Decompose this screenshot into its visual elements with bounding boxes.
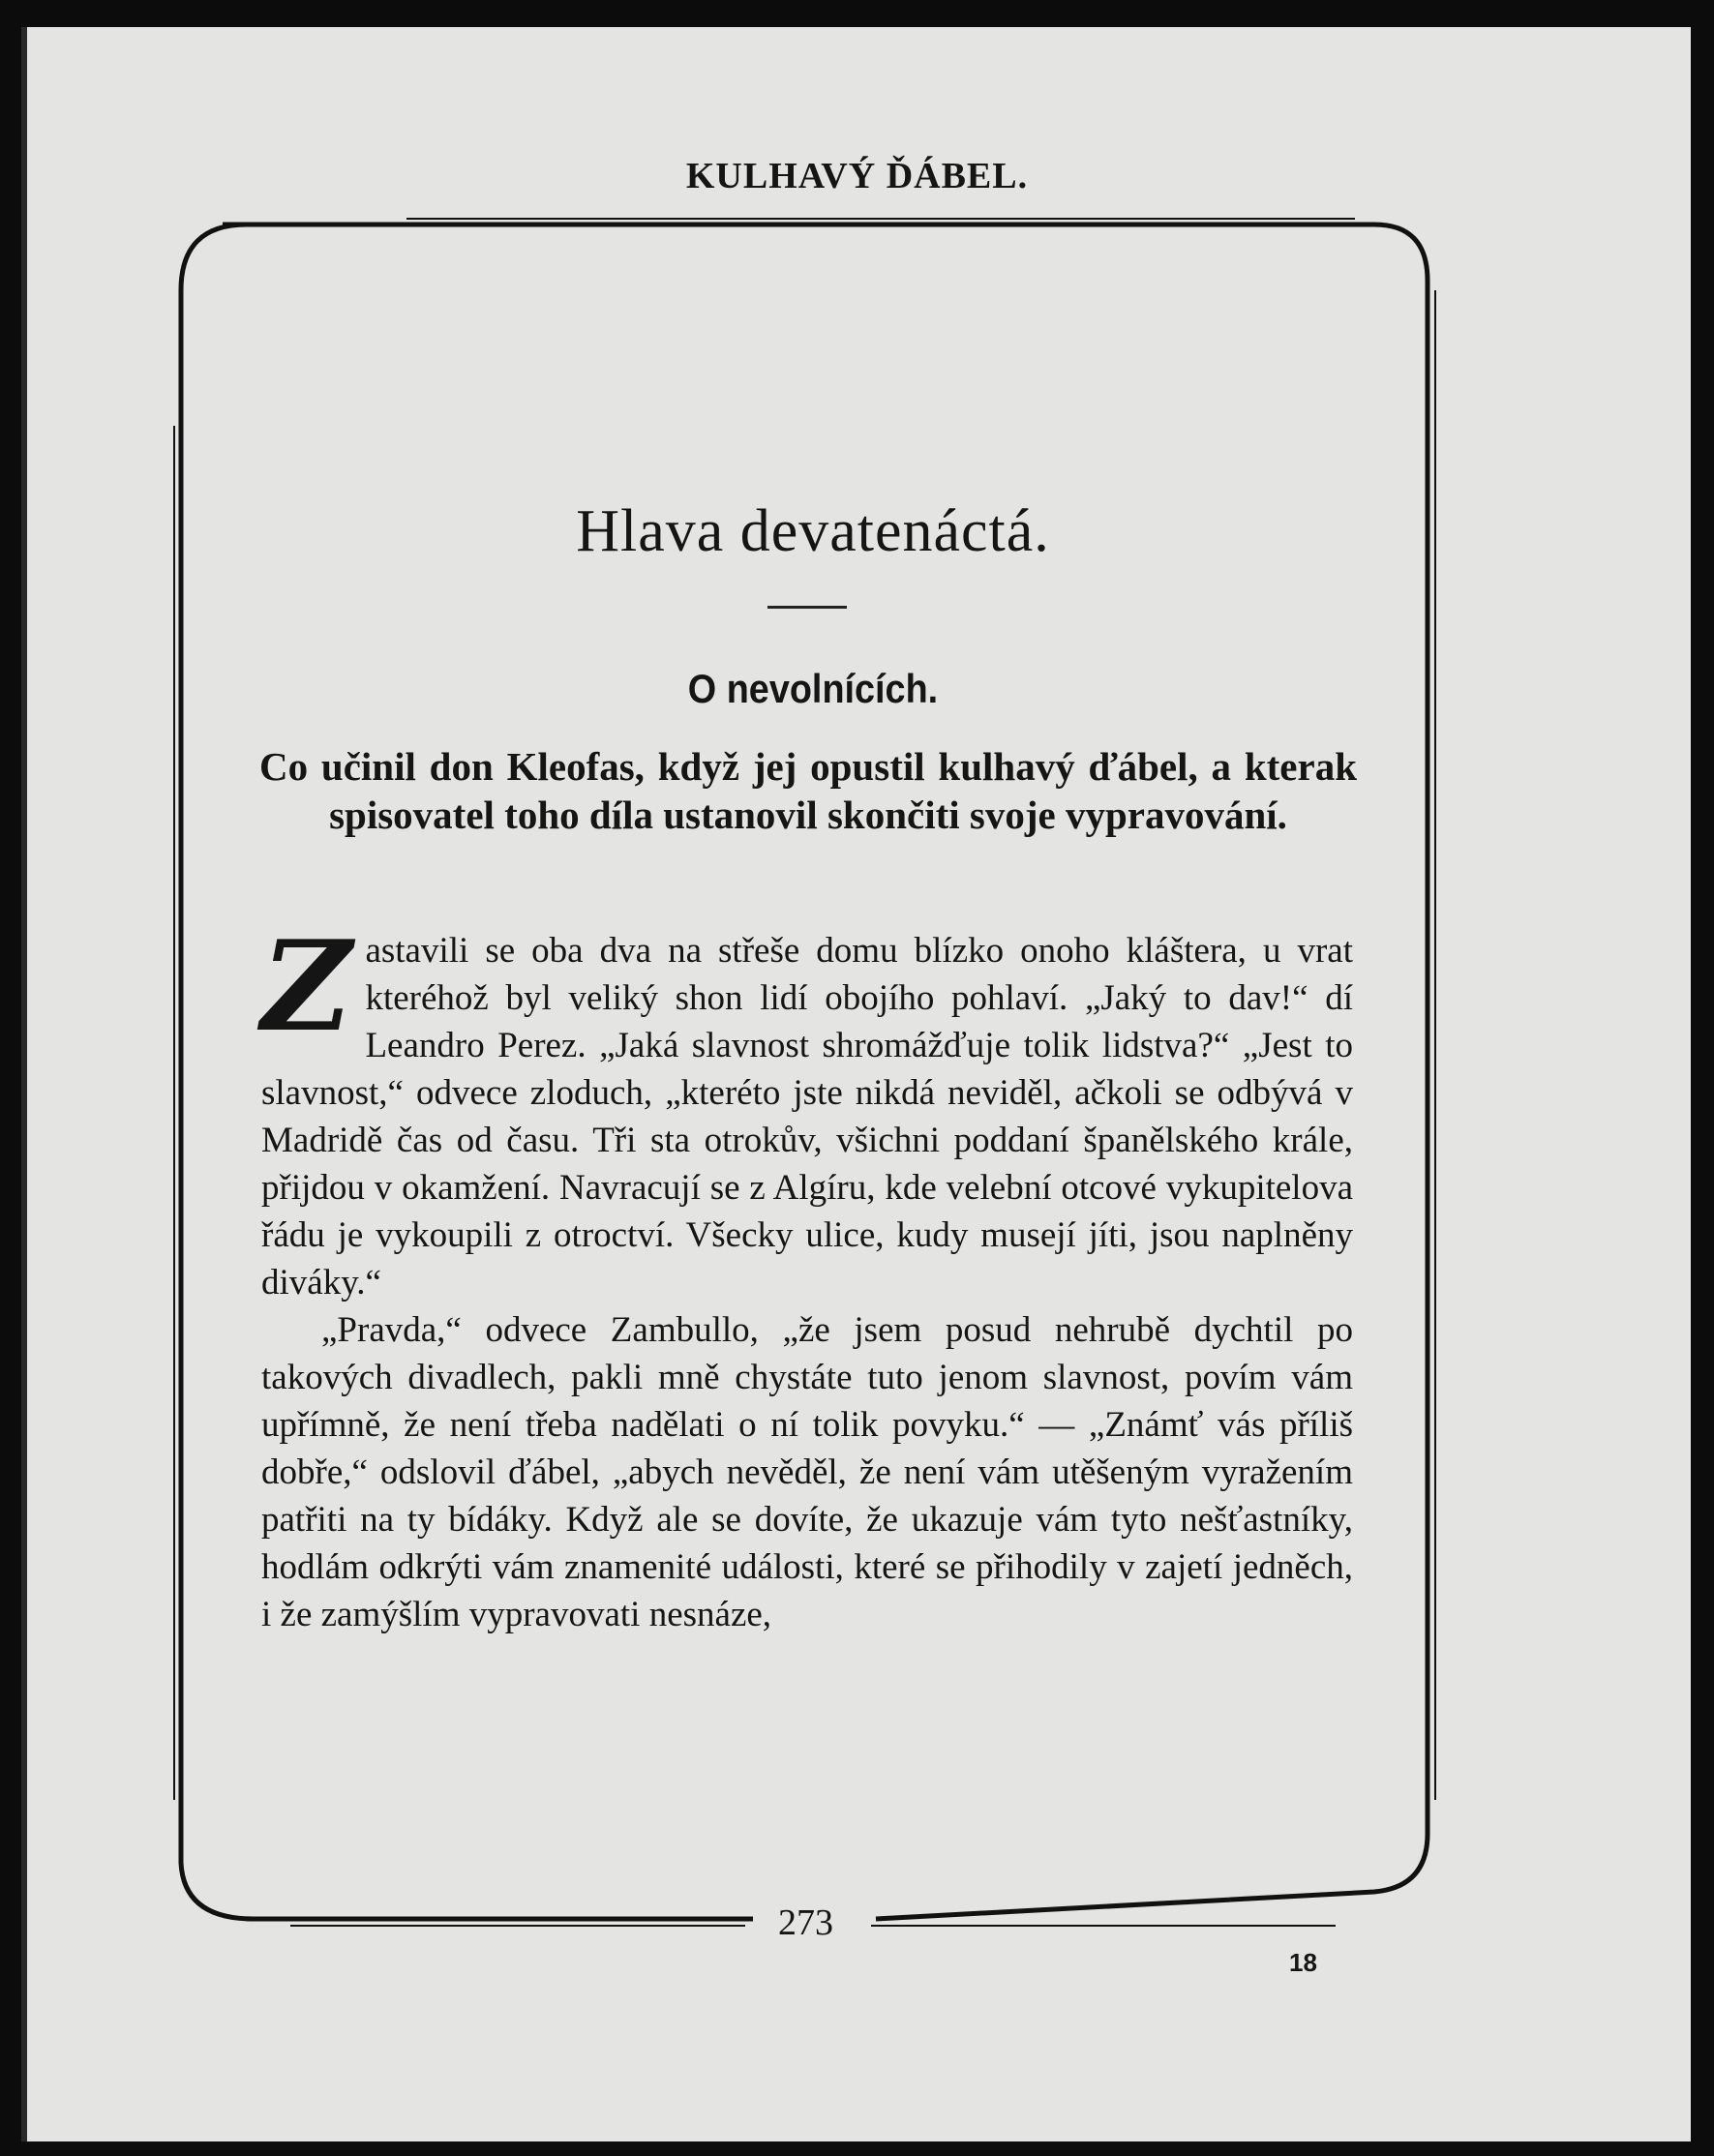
paragraph-2: „Pravda,“ odvece Zambullo, „že jsem posud nehrubě dychtil po takových divadlech, pakli mně chystáte tuto jenom slavnost, povím vám upřímně, že není třeba nadělati o ní tolik povyku.“ — „Známť vás příliš dobře,“ odslovil ďábel, „abych nevěděl, že není vám utěšeným vyražením patřiti na ty bídáky. Když ale se dovíte, že ukazuje vám tyto nešťastníky, hodlám odkrýti vám znamenité události, které se přihodily v zajetí jedněch, i že zamýšlím vypravovati nesnáze,: [261, 1310, 1353, 1634]
ornament-rule: [767, 606, 847, 609]
paragraph-1: [261, 914, 1353, 1306]
section-title: O nevolnících.: [687, 666, 939, 711]
body-text: [261, 914, 1353, 1638]
drop-initial: Z: [261, 914, 352, 1060]
paragraph-text: astavili se oba dva na střeše domu blízko onoho kláštera, u vrat kteréhož byl veliký shon lidí obojího pohlaví. „Jaký to dav!“ dí Leandro Perez. „Jaká slavnost shromážďuje tolik lidstva?“ „Jest to slavnost,“ odvece zloduch, „kteréto jste nikdá neviděl, ačkoli se odbývá v Madridě čas od času. Tři sta otrokův, všichni poddaní španělského krále, přijdou v okamžení. Navracují se z Algíru, kde velební otcové vykupitelova řádu je vykoupili z otroctví. Všecky ulice, kudy musejí jíti, jsou naplněny diváky.“: [261, 931, 1353, 1303]
signature-mark: 18: [1289, 1948, 1317, 1977]
chapter-title: Hlava devatenáctá.: [576, 498, 1050, 564]
chapter-summary: Co učinil don Kleofas, když jej opustil kulhavý ďábel, a kterak spisovatel toho díla ustanovil skončiti svoje vypravování.: [259, 744, 1357, 837]
page-number: 273: [778, 1902, 833, 1943]
running-head: KULHAVÝ ĎÁBEL.: [685, 156, 1029, 196]
